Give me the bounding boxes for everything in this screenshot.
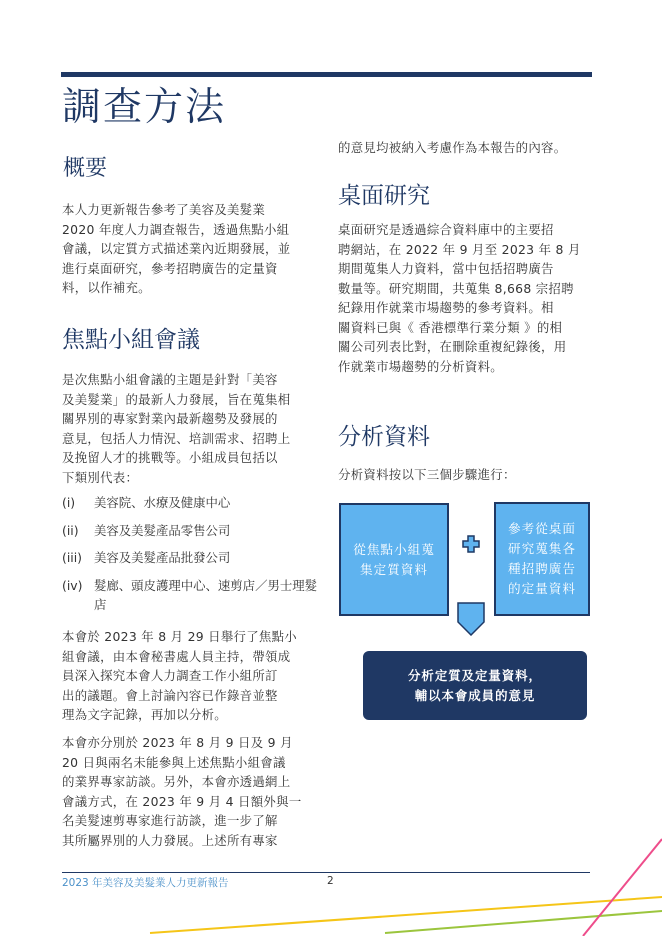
analysis-heading: 分析資料	[338, 424, 430, 450]
focus-group-meeting-paragraph: 本會於 2023 年 8 月 29 日舉行了焦點小 組會議，由本會秘書處人員主持，帶領成 員深入探究本會人力調查工作小組所訂 出的議題。會上討論內容已作錄音並整 理為文字記錄，再加以分析。	[62, 629, 298, 722]
green-accent-line	[385, 911, 662, 933]
yellow-accent-line	[150, 897, 662, 933]
analysis-steps-diagram	[338, 500, 590, 725]
pink-accent-line	[583, 839, 662, 936]
list-item: (iv) 髮廊、頭皮護理中心、速剪店／男士理髮店	[62, 577, 318, 612]
focus-group-heading: 焦點小組會議	[62, 327, 200, 353]
desk-research-paragraph: 桌面研究是透過綜合資料庫中的主要招 聘網站，在 2022 年 9 月至 2023 年 8 月 期間蒐集人力資料，當中包括招聘廣告 數量等。研究期間，共蒐集 8,668 宗招聘 紀錄用作就業市場趨勢的參考資料。相 關資料已與《 香港標準行業分類 》的相 關公司列表比對，在刪除重複紀錄後，用 作就業市場趨勢的分析資料。	[338, 222, 581, 374]
overview-heading: 概要	[63, 156, 108, 181]
footer-rule	[62, 872, 590, 873]
plus-icon	[462, 535, 480, 553]
qualitative-data-box: 從焦點小組蒐集定質資料	[339, 503, 449, 616]
top-rule	[61, 72, 592, 77]
desk-research-heading: 桌面研究	[338, 183, 430, 209]
page-number: 2	[327, 875, 334, 887]
list-item: (ii) 美容及美髮產品零售公司	[62, 522, 231, 538]
list-item: (i) 美容院、水療及健康中心	[62, 495, 231, 510]
focus-group-intro: 是次焦點小組會議的主題是針對「美容 及美髮業」的最新人力發展，旨在蒐集相 關界別的專家對業內最新趨勢及發展的 意見，包括人力情況、培訓需求、招聘上 及挽留人才的挑戰等。小組成員包括以 下類別代表：	[62, 372, 291, 485]
overview-paragraph: 本人力更新報告參考了美容及美髮業 2020 年度人力調查報告，透過焦點小組 會議，以定質方式描述業內近期發展，並 進行桌面研究，參考招聘廣告的定量資 料，以作補充。	[62, 202, 291, 295]
page-title: 調查方法	[62, 85, 227, 130]
analysis-intro: 分析資料按以下三個步驟進行：	[338, 467, 516, 482]
expert-interview-paragraph: 本會亦分別於 2023 年 8 月 9 日及 9 月 20 日與兩名未能參與上述焦點小組會議 的業界專家訪談。另外，本會亦透過網上 會議方式，在 2023 年 9 月 4 日額外與一 名美髮速剪專家進行訪談，進一步了解 其所屬界別的人力發展。上述所有專家	[62, 735, 302, 848]
combined-analysis-box: 分析定質及定量資料， 輔以本會成員的意見	[363, 651, 587, 720]
list-item: (iii) 美容及美髮產品批發公司	[62, 550, 231, 565]
down-arrow-icon	[457, 602, 485, 636]
quantitative-data-box: 參考從桌面研究蒐集各種招聘廣告的定量資料	[494, 502, 590, 616]
expert-opinion-continued: 的意見均被納入考慮作為本報告的內容。	[338, 140, 567, 155]
footer-report-title: 2023 年美容及美髮業人力更新報告	[62, 877, 229, 889]
member-category-list	[62, 493, 322, 623]
